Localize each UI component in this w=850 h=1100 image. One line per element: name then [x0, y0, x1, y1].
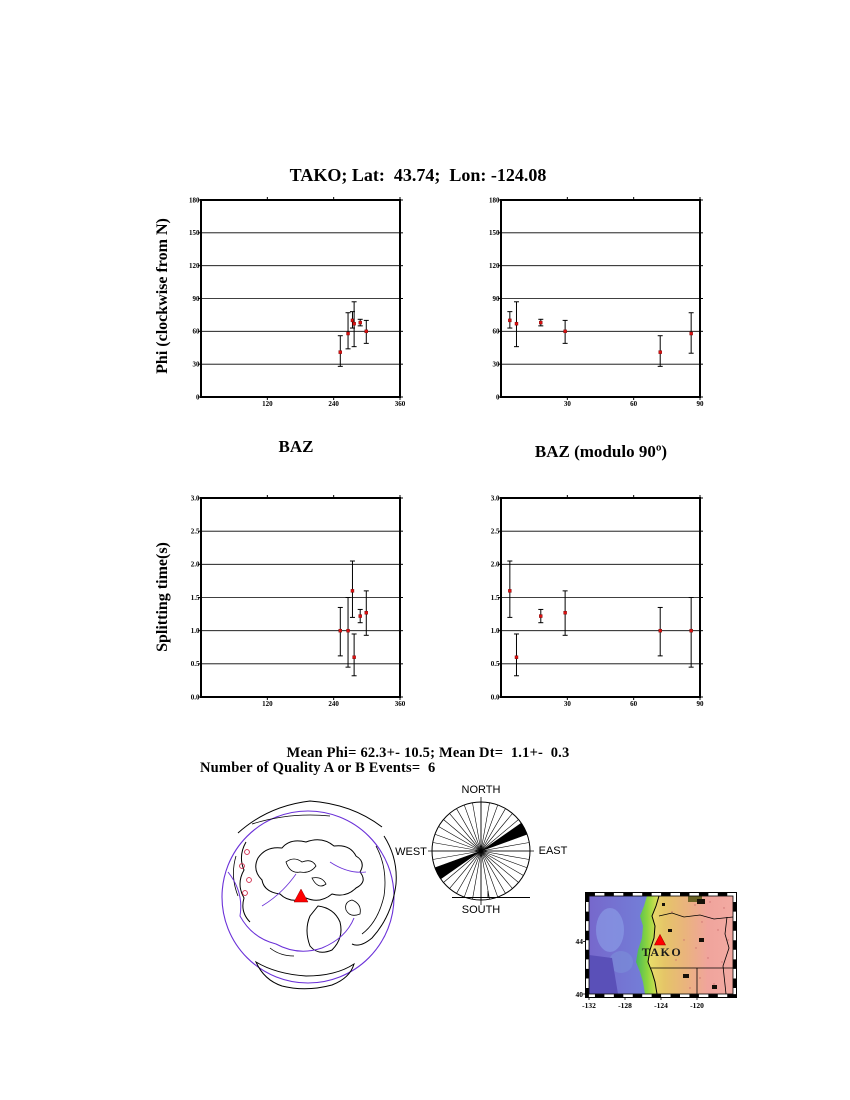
svg-text:2.0: 2.0	[490, 560, 500, 569]
svg-text:40: 40	[575, 990, 583, 999]
svg-text:120: 120	[189, 261, 200, 270]
svg-text:1.0: 1.0	[490, 626, 500, 635]
data-point	[353, 322, 356, 325]
data-point	[365, 611, 368, 614]
svg-text:120: 120	[262, 400, 273, 408]
svg-text:120: 120	[262, 700, 273, 708]
svg-text:240: 240	[328, 700, 339, 708]
region-map	[570, 880, 765, 1015]
rose-mean-direction-wedge	[435, 851, 481, 879]
svg-text:360: 360	[394, 700, 406, 708]
svg-text:30: 30	[492, 360, 500, 369]
data-point	[351, 589, 354, 592]
event-count-line: Number of Quality A or B Events= 6	[200, 760, 436, 776]
data-point	[564, 611, 567, 614]
svg-text:60: 60	[192, 327, 200, 336]
svg-text:2.0: 2.0	[190, 560, 200, 569]
baz-label: BAZ	[278, 437, 314, 456]
svg-text:0.5: 0.5	[190, 660, 200, 669]
svg-text:-132: -132	[582, 1001, 596, 1010]
data-point	[359, 321, 362, 324]
data-point	[659, 351, 662, 354]
svg-text:30: 30	[563, 700, 571, 708]
svg-text:60: 60	[630, 400, 638, 408]
scatter-plot-0	[189, 196, 406, 408]
rose-west-label: WEST	[395, 846, 427, 858]
svg-text:3.0: 3.0	[190, 494, 200, 503]
data-point	[690, 332, 693, 335]
data-point	[539, 321, 542, 324]
data-point	[347, 629, 350, 632]
map-station-label: TAKO	[641, 945, 683, 959]
rose-south-label: SOUTH	[461, 904, 501, 916]
data-point	[365, 330, 368, 333]
data-point	[353, 656, 356, 659]
mean-stats-line: Mean Phi= 62.3+- 10.5; Mean Dt= 1.1+- 0.3	[286, 745, 570, 761]
rose-east-label: EAST	[538, 845, 568, 857]
svg-text:44: 44	[575, 937, 583, 946]
svg-text:180: 180	[489, 196, 500, 205]
rose-diagram	[428, 797, 534, 905]
baz-modulo-label: BAZ (modulo 90º)	[534, 442, 668, 461]
svg-text:240: 240	[328, 400, 339, 408]
globe-coastlines	[233, 801, 396, 989]
svg-text:2.5: 2.5	[190, 527, 200, 536]
svg-text:-120: -120	[690, 1001, 704, 1010]
dt-axis-label: Splitting time(s)	[154, 542, 171, 652]
page-title: TAKO; Lat: 43.74; Lon: -124.08	[289, 165, 547, 185]
svg-text:360: 360	[394, 400, 406, 408]
svg-text:30: 30	[192, 360, 200, 369]
svg-text:90: 90	[696, 700, 704, 708]
phi-axis-label: Phi (clockwise from N)	[154, 218, 171, 374]
globe-plate-rim	[222, 811, 394, 983]
scatter-plot-1	[489, 196, 704, 408]
svg-text:90: 90	[696, 400, 704, 408]
rose-mean-direction-wedge	[481, 823, 527, 851]
rose-north-label: NORTH	[461, 784, 501, 796]
data-point	[351, 319, 354, 322]
svg-text:150: 150	[189, 229, 200, 238]
data-point	[564, 330, 567, 333]
station-triangle-globe-icon	[294, 889, 308, 902]
svg-text:120: 120	[489, 261, 500, 270]
svg-text:-128: -128	[618, 1001, 632, 1010]
globe-map	[210, 795, 410, 1000]
svg-text:1.5: 1.5	[190, 593, 200, 602]
scatter-plot-3	[491, 494, 704, 708]
data-point	[339, 351, 342, 354]
svg-text:1.5: 1.5	[490, 593, 500, 602]
svg-text:30: 30	[563, 400, 571, 408]
svg-text:90: 90	[492, 294, 500, 303]
data-point	[659, 629, 662, 632]
svg-text:1.0: 1.0	[190, 626, 200, 635]
scatter-plot-2	[191, 494, 406, 708]
data-point	[359, 615, 362, 618]
svg-text:0: 0	[196, 393, 200, 402]
svg-text:150: 150	[489, 229, 500, 238]
svg-text:180: 180	[189, 196, 200, 205]
svg-text:0: 0	[496, 393, 500, 402]
data-point	[690, 629, 693, 632]
data-point	[515, 656, 518, 659]
svg-text:3.0: 3.0	[490, 494, 500, 503]
data-point	[508, 589, 511, 592]
svg-text:60: 60	[492, 327, 500, 336]
svg-text:60: 60	[630, 700, 638, 708]
data-point	[347, 332, 350, 335]
svg-text:90: 90	[192, 294, 200, 303]
data-point	[539, 615, 542, 618]
data-point	[339, 629, 342, 632]
data-point	[515, 322, 518, 325]
svg-text:2.5: 2.5	[490, 527, 500, 536]
svg-text:0.5: 0.5	[490, 660, 500, 669]
data-point	[508, 319, 511, 322]
svg-text:0.0: 0.0	[490, 693, 500, 702]
svg-text:0.0: 0.0	[190, 693, 200, 702]
svg-text:-124: -124	[654, 1001, 668, 1010]
